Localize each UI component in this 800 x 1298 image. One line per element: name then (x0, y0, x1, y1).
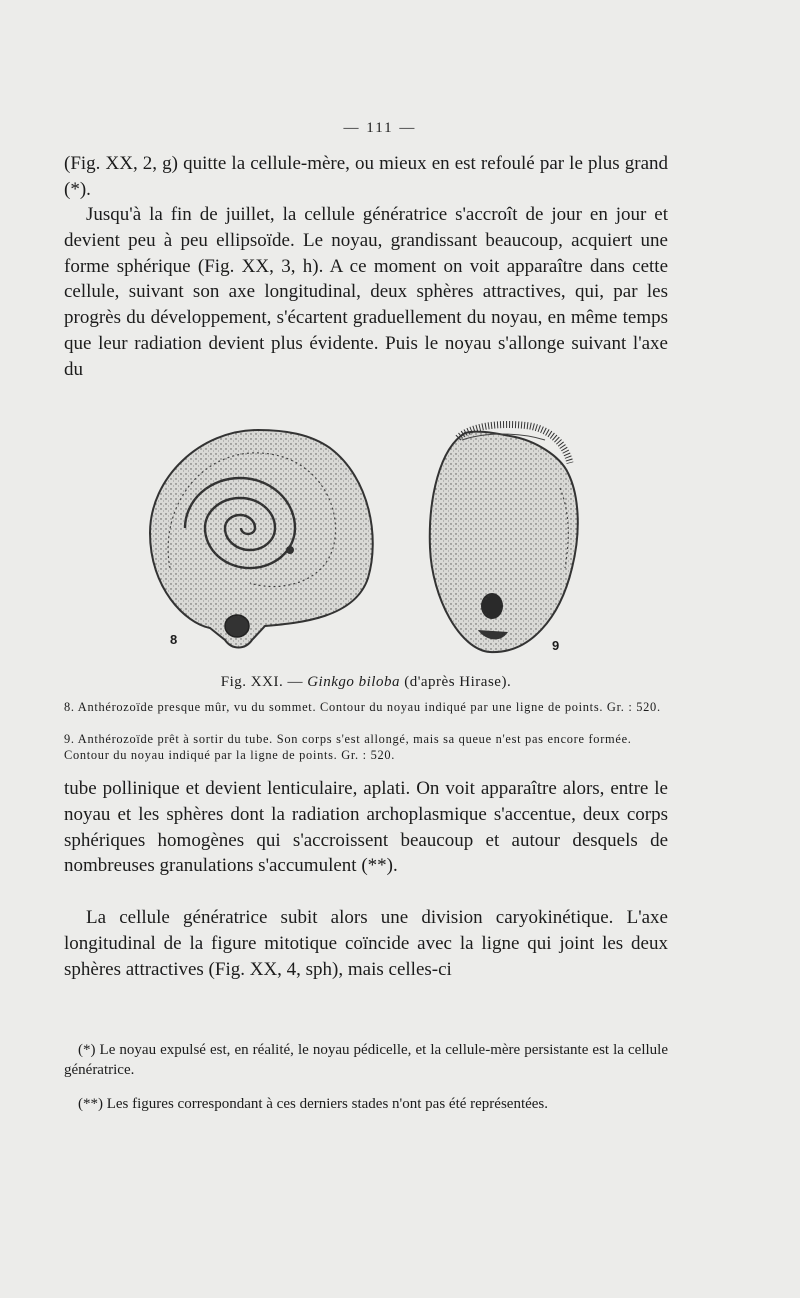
antherozoid-8-drawing (150, 430, 373, 648)
figure-label-9: 9 (552, 638, 560, 653)
paragraph-4: La cellule génératrice subit alors une division caryokinétique. L'axe longitudinal de la figure mitotique coïncide avec la ligne qui joint les deux sphères attractives (Fig. XX, 4, sph), mais celles-ci (64, 907, 668, 980)
legend-8: 8. Anthérozoïde presque mûr, vu du sommet. Contour du noyau indiqué par une ligne de points. Gr. : 520. (64, 700, 661, 714)
paragraph-1: (Fig. XX, 2, g) quitte la cellule-mère, ou mieux en est refoulé par le plus grand (*). (64, 153, 668, 200)
figure-caption (64, 674, 668, 691)
footnote-1: (*) Le noyau expulsé est, en réalité, le noyau pédicelle, et la cellule-mère persistante est la cellule génératrice. (64, 1042, 668, 1078)
page-number: — 111 — (343, 120, 417, 136)
figure-illustration (140, 418, 600, 668)
paragraph-3: tube pollinique et devient lenticulaire, aplati. On voit apparaître alors, entre le noyau et les sphères dont la radiation archoplasmique s'accentue, deux corps sphériques homogènes qui s'accroissent beaucoup et autour desquels de nombreuses granulations s'accumulent (**). (64, 778, 668, 877)
figure-label-8: 8 (170, 632, 178, 647)
paragraph-2: Jusqu'à la fin de juillet, la cellule génératrice s'accroît de jour en jour et devient peu à peu ellipsoïde. Le noyau, grandissant beaucoup, acquiert une forme sphérique (Fig. XX, 3, h). A ce moment on voit apparaître dans cette cellule, suivant son axe longitudinal, deux sphères attractives, qui, par les progrès du développement, s'écartent graduellement du noyau, en même temps que leur radiation devient plus évidente. Puis le noyau s'allonge suivant l'axe du (64, 204, 668, 380)
caption-prefix: Fig. XXI. — (220, 674, 308, 690)
legend-9: 9. Anthérozoïde prêt à sortir du tube. Son corps s'est allongé, mais sa queue n'est pas encore formée. Contour du noyau indiqué par la ligne de points. Gr. : 520. (64, 732, 632, 762)
caption-species: Ginkgo biloba (307, 674, 400, 690)
footnote-2: (**) Les figures correspondant à ces derniers stades n'ont pas été représentées. (78, 1096, 549, 1112)
antherozoid-9-drawing (430, 425, 578, 653)
figure-xxi (140, 418, 600, 668)
caption-suffix: (d'après Hirase). (399, 674, 512, 690)
